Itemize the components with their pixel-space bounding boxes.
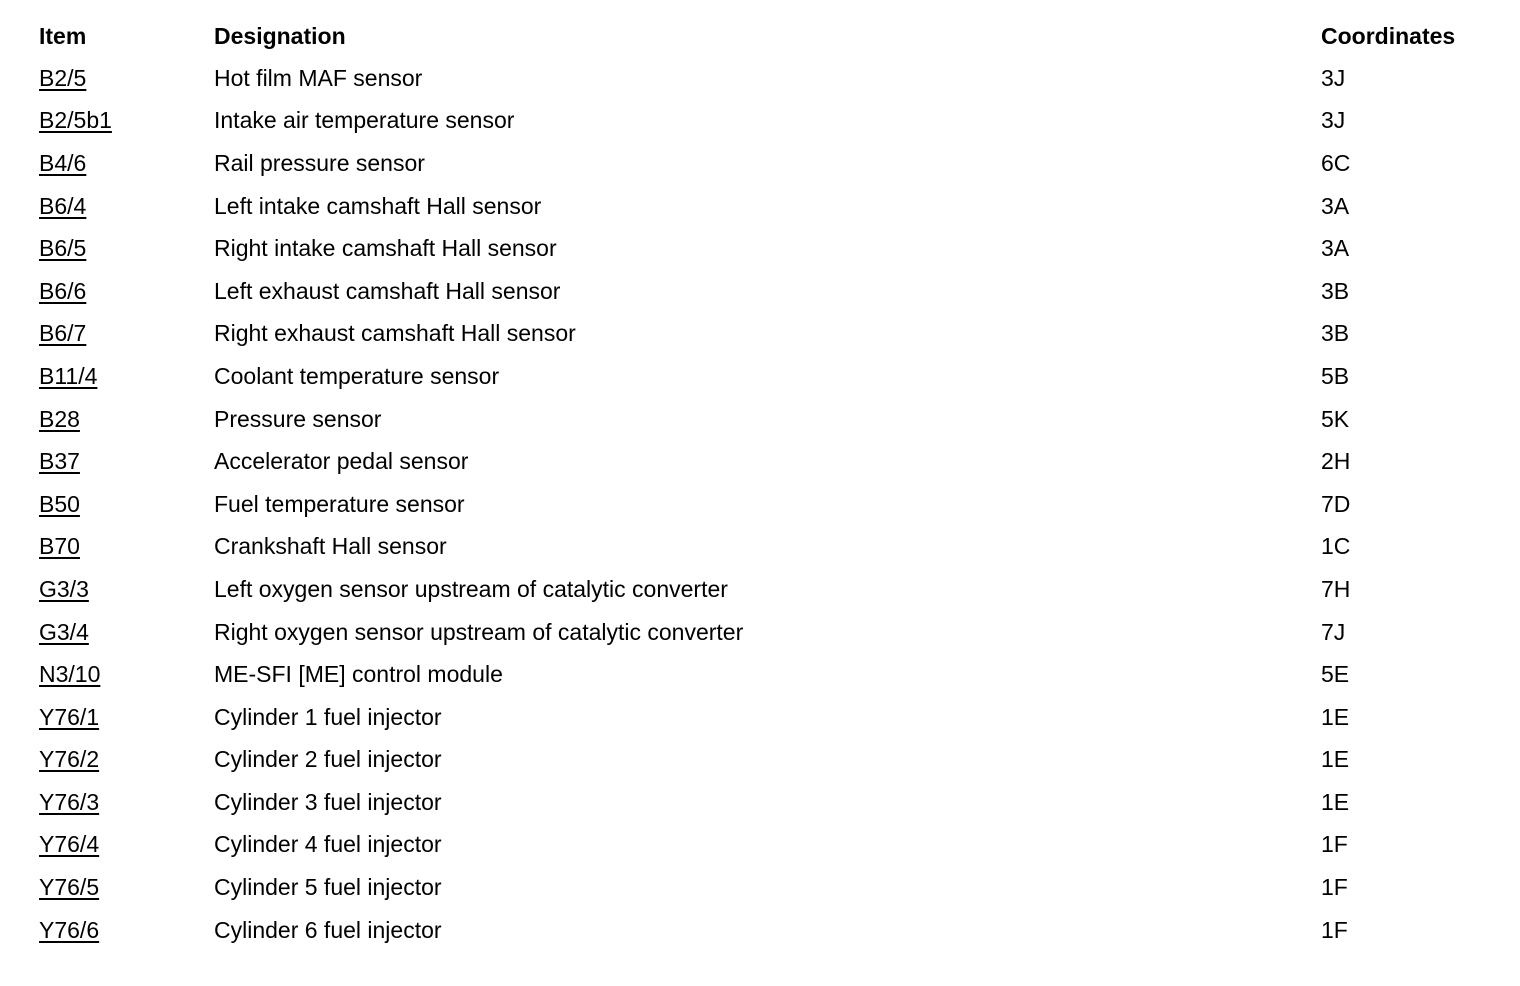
designation-cell: ME-SFI [ME] control module [214,661,503,688]
table-row [39,781,1481,824]
coordinates-cell: 7H [1321,575,1351,602]
item-link[interactable]: B6/7 [39,320,87,347]
designation-cell: Rail pressure sensor [214,149,425,176]
item-cell [39,909,214,952]
designation-cell: Cylinder 6 fuel injector [214,916,442,943]
item-cell [39,696,214,739]
item-link[interactable]: Y76/5 [39,874,100,901]
table-row [39,398,1481,441]
table-row [39,739,1481,782]
table-row [39,355,1481,398]
coordinates-cell: 2H [1321,448,1351,475]
table-row [39,866,1481,909]
item-link[interactable]: B28 [39,405,80,432]
coordinates-cell: 3J [1321,107,1346,134]
table-row [39,909,1481,952]
coordinates-cell: 3J [1321,64,1346,91]
table-row [39,526,1481,569]
item-cell [39,866,214,909]
item-link[interactable]: B2/5 [39,64,87,91]
designation-cell: Intake air temperature sensor [214,107,515,134]
table-row [39,483,1481,526]
item-link[interactable]: B2/5b1 [39,107,112,134]
designation-cell: Cylinder 4 fuel injector [214,831,442,858]
item-link[interactable]: B6/6 [39,277,87,304]
coordinates-cell: 3B [1321,320,1350,347]
item-link[interactable]: B37 [39,448,80,475]
coordinates-cell: 3A [1321,192,1350,219]
designation-cell: Cylinder 5 fuel injector [214,874,442,901]
item-link[interactable]: B50 [39,490,80,517]
item-link[interactable]: N3/10 [39,661,101,688]
item-link[interactable]: Y76/4 [39,831,100,858]
table-row [39,100,1481,143]
coordinates-cell: 1E [1321,788,1350,815]
item-cell [39,653,214,696]
table-row [39,185,1481,228]
header-row [39,15,1481,57]
table-row [39,227,1481,270]
item-link[interactable]: Y76/1 [39,703,100,730]
table-header [39,15,1481,57]
item-link[interactable]: B6/4 [39,192,87,219]
header-coordinates: Coordinates [1321,22,1456,49]
designation-cell: Cylinder 1 fuel injector [214,703,442,730]
table-row [39,313,1481,356]
designation-cell: Left oxygen sensor upstream of catalytic converter [214,575,728,602]
item-cell [39,57,214,100]
coordinates-cell: 1F [1321,831,1348,858]
item-link[interactable]: Y76/3 [39,788,100,815]
item-link[interactable]: Y76/2 [39,746,100,773]
table-row [39,57,1481,100]
item-link[interactable]: B70 [39,533,80,560]
designation-cell: Cylinder 3 fuel injector [214,788,442,815]
item-cell [39,739,214,782]
table-row [39,568,1481,611]
item-cell [39,100,214,143]
coordinates-cell: 7D [1321,490,1351,517]
item-link[interactable]: B4/6 [39,149,87,176]
item-cell [39,313,214,356]
coordinates-cell: 5B [1321,362,1350,389]
item-cell [39,824,214,867]
coordinates-cell: 1C [1321,533,1351,560]
designation-cell: Crankshaft Hall sensor [214,533,447,560]
designation-cell: Right exhaust camshaft Hall sensor [214,320,576,347]
coordinates-cell: 1F [1321,916,1348,943]
designation-cell: Coolant temperature sensor [214,362,500,389]
designation-cell: Fuel temperature sensor [214,490,465,517]
item-cell [39,781,214,824]
table-row [39,440,1481,483]
item-link[interactable]: B6/5 [39,235,87,262]
header-item: Item [39,22,87,49]
item-cell [39,398,214,441]
item-cell [39,270,214,313]
designation-cell: Hot film MAF sensor [214,64,423,91]
coordinates-cell: 1F [1321,874,1348,901]
item-link[interactable]: Y76/6 [39,916,100,943]
coordinates-cell: 5K [1321,405,1350,432]
coordinates-cell: 7J [1321,618,1346,645]
component-legend-table [39,15,1481,951]
table-row [39,696,1481,739]
item-link[interactable]: G3/4 [39,618,89,645]
table-row [39,142,1481,185]
table-row [39,611,1481,654]
designation-cell: Right intake camshaft Hall sensor [214,235,557,262]
designation-cell: Right oxygen sensor upstream of catalytic converter [214,618,744,645]
header-designation: Designation [214,22,346,49]
designation-cell: Cylinder 2 fuel injector [214,746,442,773]
item-cell [39,526,214,569]
designation-cell: Accelerator pedal sensor [214,448,469,475]
coordinates-cell: 5E [1321,661,1350,688]
table-row [39,653,1481,696]
item-cell [39,440,214,483]
coordinates-cell: 6C [1321,149,1351,176]
item-cell [39,355,214,398]
coordinates-cell: 3A [1321,235,1350,262]
item-cell [39,185,214,228]
table-row [39,824,1481,867]
item-cell [39,568,214,611]
designation-cell: Left exhaust camshaft Hall sensor [214,277,561,304]
designation-cell: Pressure sensor [214,405,382,432]
item-cell [39,227,214,270]
item-cell [39,142,214,185]
item-link[interactable]: G3/3 [39,575,89,602]
coordinates-cell: 1E [1321,746,1350,773]
coordinates-cell: 1E [1321,703,1350,730]
designation-cell: Left intake camshaft Hall sensor [214,192,542,219]
table-row [39,270,1481,313]
item-cell [39,483,214,526]
item-link[interactable]: B11/4 [39,362,98,389]
table-body [39,57,1481,951]
item-cell [39,611,214,654]
coordinates-cell: 3B [1321,277,1350,304]
